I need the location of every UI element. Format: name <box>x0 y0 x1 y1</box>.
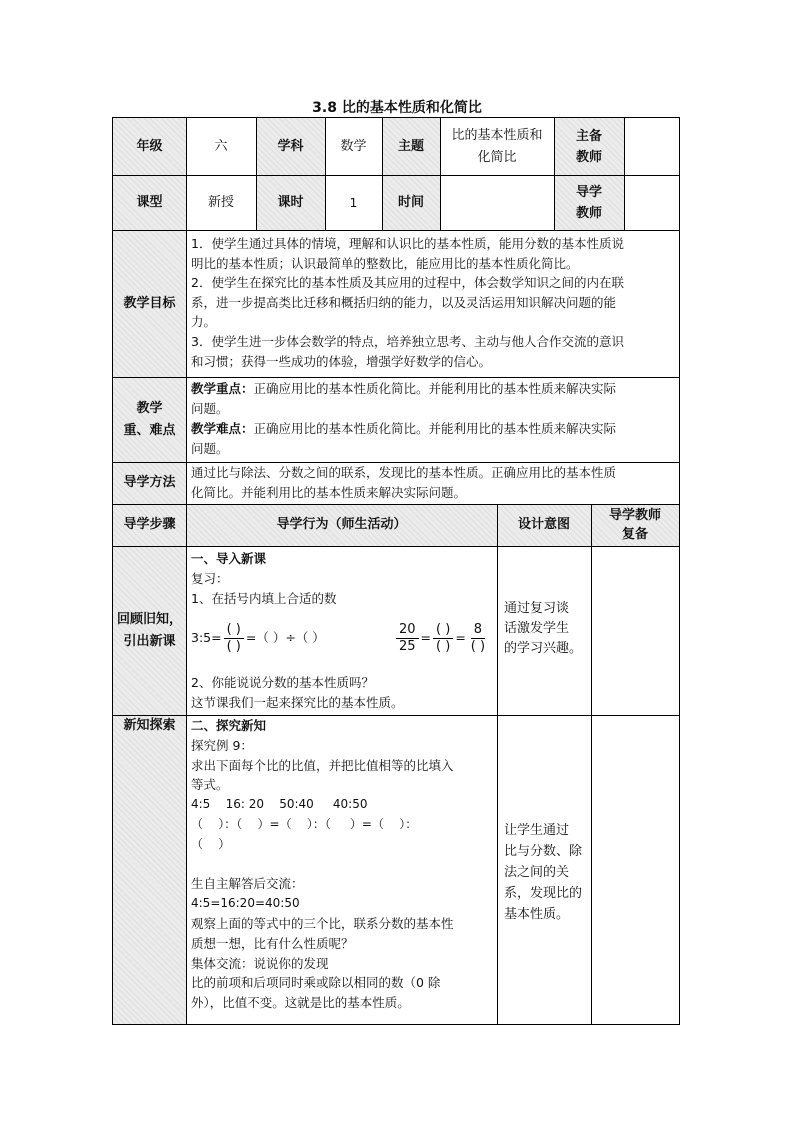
fraction-numerator: ( ) <box>433 622 453 639</box>
section1-eq2 <box>394 618 490 658</box>
equals: = <box>455 630 466 646</box>
grade-label: 年级 <box>136 138 163 154</box>
topic-value-line: 比的基本性质和 <box>451 127 543 143</box>
time-label: 时间 <box>397 194 424 210</box>
section2-label: 新知探索 <box>123 718 176 733</box>
rule <box>113 230 679 231</box>
steps-header-design: 设计意图 <box>517 517 570 532</box>
lesson-type-label: 课型 <box>136 194 163 210</box>
section2-line: 集体交流：说说你的发现 <box>191 955 329 971</box>
focus-text: 正确应用比的基本性质化简比。并能利用比的基本性质来解决实际 <box>253 381 617 396</box>
design-line: 系，发现比的 <box>504 886 583 901</box>
guide-teacher-value[interactable] <box>624 175 679 230</box>
section2-line: 探究例 9： <box>191 737 253 753</box>
rule <box>186 118 187 1024</box>
design-line: 基本性质。 <box>504 907 570 922</box>
key-points-label-line: 重、难点 <box>123 422 176 438</box>
goals-line: 1．使学生通过具体的情境，理解和认识比的基本性质，能用分数的基本性质说 <box>191 236 624 251</box>
grade-value: 六 <box>214 138 228 154</box>
focus-label: 教学重点： <box>191 381 254 396</box>
goals-line: 3．使学生进一步体会数学的特点，培养独立思考、主动与他人合作交流的意识 <box>191 333 624 349</box>
section1-eq1 <box>191 618 325 658</box>
rule <box>113 546 679 547</box>
steps-header-review <box>591 504 679 546</box>
section1-label-line: 回顾旧知， <box>116 611 182 627</box>
section2-design <box>504 820 586 925</box>
eq1-prefix: 3:5= <box>191 630 222 646</box>
steps-header-review-line: 复备 <box>621 527 648 542</box>
fraction-denominator: 25 <box>399 638 416 654</box>
design-line: 通过复习谈 <box>504 601 570 616</box>
section2-line: 比的前项和后项同时乘或除以相同的数（0 除 <box>191 975 441 991</box>
method-text <box>191 463 679 503</box>
section1-label-line: 引出新课 <box>123 633 176 649</box>
guide-teacher-label-line: 教师 <box>575 205 602 221</box>
method-line: 通过比与除法、分数之间的联系，发现比的基本性质。正确应用比的基本性质 <box>191 465 617 480</box>
key-points-text <box>191 379 679 459</box>
fraction-numerator: 8 <box>471 622 485 639</box>
method-label: 导学方法 <box>123 475 176 490</box>
difficulty-text: 问题。 <box>191 441 229 456</box>
section2-line: 生自主解答后交流： <box>191 876 304 892</box>
page-title: 3.8 比的基本性质和化简比 <box>312 100 482 116</box>
focus-text: 问题。 <box>191 401 229 416</box>
section2-line: 观察上面的等式中的三个比，联系分数的基本性 <box>191 915 454 931</box>
section2-line: 4:5 16: 20 50:40 40:50 <box>191 797 368 812</box>
design-line: 话激发学生 <box>504 621 570 636</box>
lesson-type-value: 新授 <box>207 194 234 210</box>
rule <box>591 504 592 1024</box>
guide-teacher-label <box>554 175 624 230</box>
goals-line: 力。 <box>191 314 217 330</box>
goals-label: 教学目标 <box>123 295 176 311</box>
section1-label <box>113 546 186 715</box>
design-line: 让学生通过 <box>504 823 570 838</box>
fraction-numerator: ( ) <box>224 622 244 639</box>
section1-review: 复习： <box>191 571 229 586</box>
section2-line: 等式。 <box>191 777 229 793</box>
subject-label: 学科 <box>277 138 304 154</box>
section1-q2: 2、你能说说分数的基本性质吗？ <box>191 675 374 690</box>
lesson-plan-table <box>112 117 680 1025</box>
section2-line: 外），比值不变。这就是比的基本性质。 <box>191 995 410 1011</box>
goals-line: 明比的基本性质；认识最简单的整数比，能应用比的基本性质化简比。 <box>191 255 579 271</box>
steps-header-action: 导学行为（师生活动） <box>276 517 407 532</box>
topic-value-line: 化简比 <box>477 149 517 165</box>
fraction-denominator: ( ) <box>470 638 486 654</box>
fraction <box>433 622 453 655</box>
goals-line: 系，进一步提高类比迁移和概括归纳的能力，以及灵活运用知识解决问题的能 <box>191 294 617 310</box>
section1-heading: 一、导入新课 <box>191 551 267 566</box>
difficulty-label: 教学难点： <box>191 421 254 436</box>
period-value: 1 <box>349 195 358 210</box>
rule <box>497 504 498 1024</box>
fraction <box>224 622 244 655</box>
goals-text <box>191 234 679 371</box>
design-line: 的学习兴趣。 <box>504 641 583 656</box>
key-points-label <box>113 377 186 462</box>
section2-heading: 二、探究新知 <box>191 718 267 733</box>
fraction-numerator: 20 <box>396 622 419 639</box>
section1-design <box>504 599 586 659</box>
section2-line: （ ）：（ ）=（ ）：（ ）=（ ）： <box>191 816 418 831</box>
period-label: 课时 <box>277 194 304 210</box>
time-value[interactable] <box>440 175 554 230</box>
guide-teacher-label-line: 导学 <box>575 184 602 200</box>
equals: = <box>420 630 432 646</box>
method-line: 化简比。并能利用比的基本性质来解决实际问题。 <box>191 485 467 500</box>
subject-value: 数学 <box>340 138 367 154</box>
design-line: 比与分数、除 <box>504 844 583 859</box>
rule <box>113 377 679 378</box>
section1-q1: 1、在括号内填上合适的数 <box>191 591 337 606</box>
topic-label: 主题 <box>397 138 424 154</box>
section2-line: （ ） <box>191 836 231 851</box>
spacer <box>191 855 491 875</box>
eq1-suffix: =（ ）÷（ ） <box>245 630 325 646</box>
section2-line: 4:5=16:20=40:50 <box>191 896 300 911</box>
fraction-denominator: ( ) <box>436 638 451 654</box>
topic-value <box>440 118 554 175</box>
steps-header-step: 导学步骤 <box>123 517 176 532</box>
section1-intro: 这节课我们一起来探究比的基本性质。 <box>191 695 404 710</box>
lead-teacher-value[interactable] <box>624 118 679 175</box>
lead-teacher-label-line: 主备 <box>575 128 602 144</box>
design-line: 法之间的关 <box>504 865 570 880</box>
section2-line: 质想一想，比有什么性质呢？ <box>191 935 354 951</box>
steps-header-review-line: 导学教师 <box>608 508 661 523</box>
lead-teacher-label-line: 教师 <box>575 149 602 165</box>
fraction <box>396 622 419 655</box>
lead-teacher-label <box>554 118 624 175</box>
fraction-denominator: ( ) <box>226 638 241 654</box>
difficulty-text: 正确应用比的基本性质化简比。并能利用比的基本性质来解决实际 <box>253 421 617 436</box>
section2-content <box>191 716 491 1013</box>
fraction <box>468 622 488 655</box>
goals-line: 和习惯；获得一些成功的体验，增强学好数学的信心。 <box>191 353 492 369</box>
section2-line: 求出下面每个比的比值，并把比值相等的比填入 <box>191 757 454 773</box>
key-points-label-line: 教学 <box>136 400 163 416</box>
goals-line: 2．使学生在探究比的基本性质及其应用的过程中，体会数学知识之间的内在联 <box>191 275 624 291</box>
